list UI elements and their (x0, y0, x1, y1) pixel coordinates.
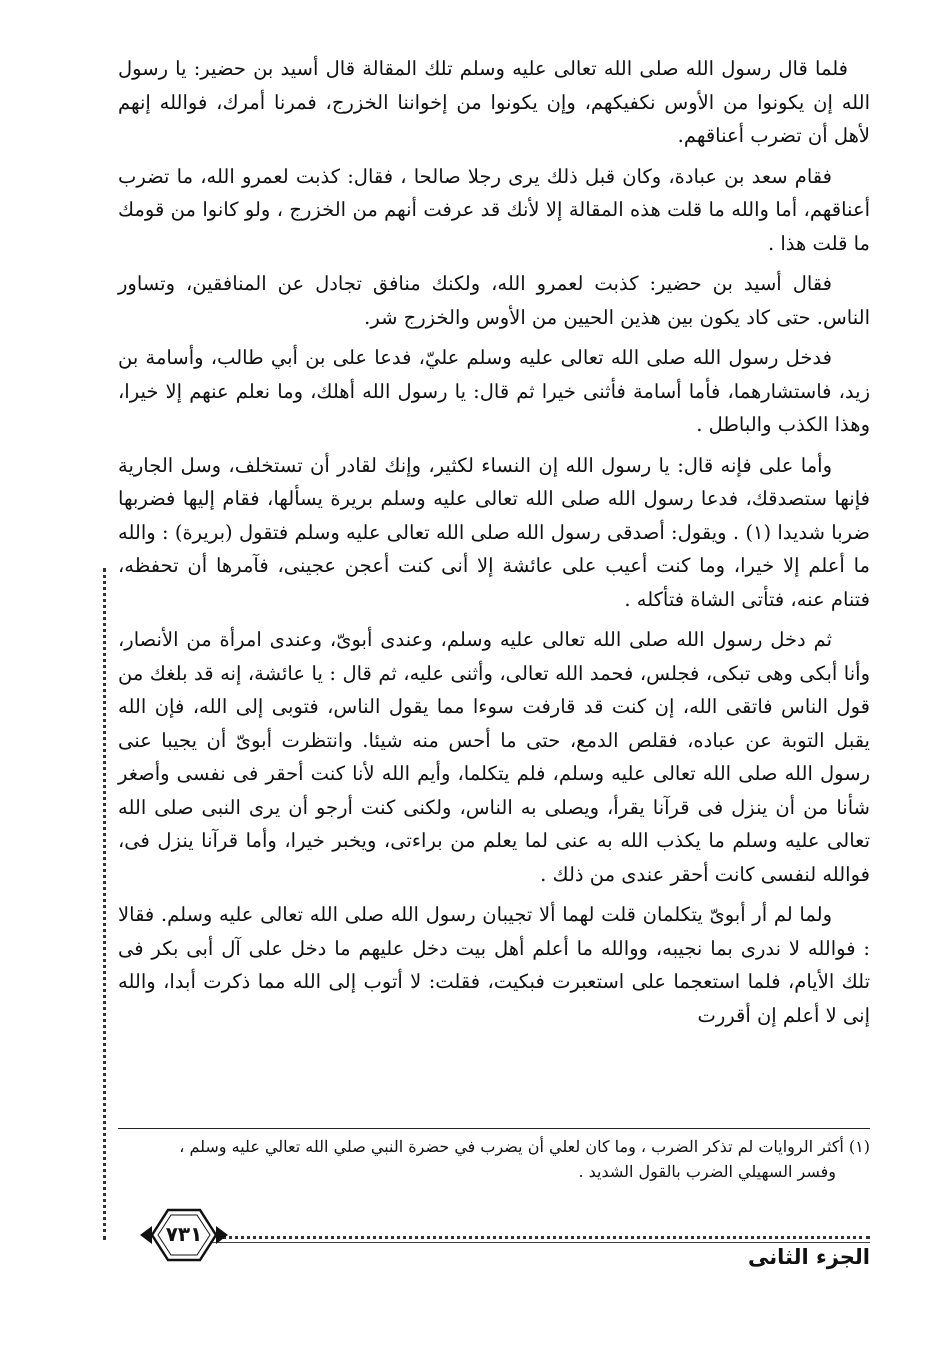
paragraph: فدخل رسول الله صلى الله تعالى عليه وسلم عليّ، فدعا على بن أبي طالب، وأسامة بن زيد، فاستشارهما، فأما أسامة فأثنى خيرا ثم قال: يا رسول الله أهلك، وما نعلم عنهم إلا خيرا، وهذا الكذب والباطل . (118, 346, 870, 436)
paragraph: وأما على فإنه قال: يا رسول الله إن النساء لكثير، وإنك لقادر أن تستخلف، وسل الجارية فإنها ستصدقك، فدعا رسول الله صلى الله تعالى عليه وسلم بريرة يسألها، فقام إليها فضربها ضربا شديدا (١) . ويقول: أصدقى رسول الله صلى الله تعالى عليه وسلم فتقول (بريرة) : والله ما أعلم إلا خيرا، وما كنت أعيب على عائشة إلا أنى كنت أعجن عجينى، فآمرها أن تحفظه، فتنام عنه، فتأتى الشاة فتأكله . (118, 453, 870, 611)
footer-rule (210, 1242, 870, 1243)
footnote-line: وفسر السهيلي الضرب بالقول الشديد . (578, 1162, 836, 1181)
footnote-line: (١) أكثر الروايات لم تذكر الضرب ، وما كان لعلي أن يضرب في حضرة النبي صلي الله تعالي عليه وسلم ، (179, 1137, 870, 1156)
part-label: الجزء الثانى (747, 1245, 870, 1269)
main-text (118, 52, 870, 1039)
paragraph: ولما لم أر أبوىّ يتكلمان قلت لهما ألا تجيبان رسول الله صلى الله تعالى عليه وسلم. فقالا : فوالله لا ندرى بما نجيبه، ووالله ما أعلم أهل بيت دخل عليهم ما دخل على آل أبى بكر فى تلك الأيام، فلما استعجما على استعبرت فبكيت، فقلت: لا أتوب إلى الله مما ذكرت أبدا، والله إنى لا أعلم إن أقررت (118, 903, 870, 1027)
page-number: ٧٣١ (165, 1222, 203, 1246)
paragraph: فلما قال رسول الله صلى الله تعالى عليه وسلم تلك المقالة قال أسيد بن حضير: يا رسول الله إن يكونوا من الأوس نكفيكهم، وإن يكونوا من إخواننا الخزرج، فمرنا أمرك، فوالله إنهم لأهل أن تضرب أعناقهم. (118, 57, 870, 147)
left-dotted-border (103, 568, 106, 1240)
footer-dotted-rule (210, 1236, 870, 1239)
paragraph: ثم دخل رسول الله صلى الله تعالى عليه وسلم، وعندى أبوىّ، وعندى امرأة من الأنصار، وأنا أبكى وهى تبكى، فجلس، فحمد الله تعالى، وأثنى عليه، ثم قال : يا عائشة، إنه قد بلغك من قول الناس فاتقى الله، إن كنت قد قارفت سوءا مما يقول الناس، فتوبى إلى الله، فإن الله يقبل التوبة عن عباده، فقلص الدمع، حتى ما أحس منه شيئا. وانتظرت أبوىّ أن يجيبا عنى رسول الله صلى الله تعالى عليه وسلم، فلم يتكلما، وأيم الله لأنا كنت أحقر فى نفسى وأصغر شأنا من أن ينزل فى قرآنا يقرأ، ويصلى به الناس، ولكنى كنت أرجو أن يرى النبى صلى الله تعالى عليه وسلم ما يكذب الله به عنى لما يعلم من براءتى، ويخبر خيرا، وأما قرآنا ينزل فى، فوالله لنفسى كانت أحقر عندى من ذلك . (118, 628, 870, 886)
footnote-separator (118, 1128, 870, 1129)
footnote (118, 1134, 870, 1184)
paragraph: فقام سعد بن عبادة، وكان قبل ذلك يرى رجلا صالحا ، فقال: كذبت لعمرو الله، ما تضرب أعناقهم، أما والله ما قلت هذه المقالة إلا لأنك قد عرفت أنهم من الخزرج ، ولو كانوا من قومك ما قلت هذا . (118, 164, 870, 255)
paragraph: فقال أسيد بن حضير: كذبت لعمرو الله، ولكنك منافق تجادل عن المنافقين، وتساور الناس. حتى كاد يكون بين هذين الحيين من الأوس والخزرج شر. (118, 272, 870, 329)
